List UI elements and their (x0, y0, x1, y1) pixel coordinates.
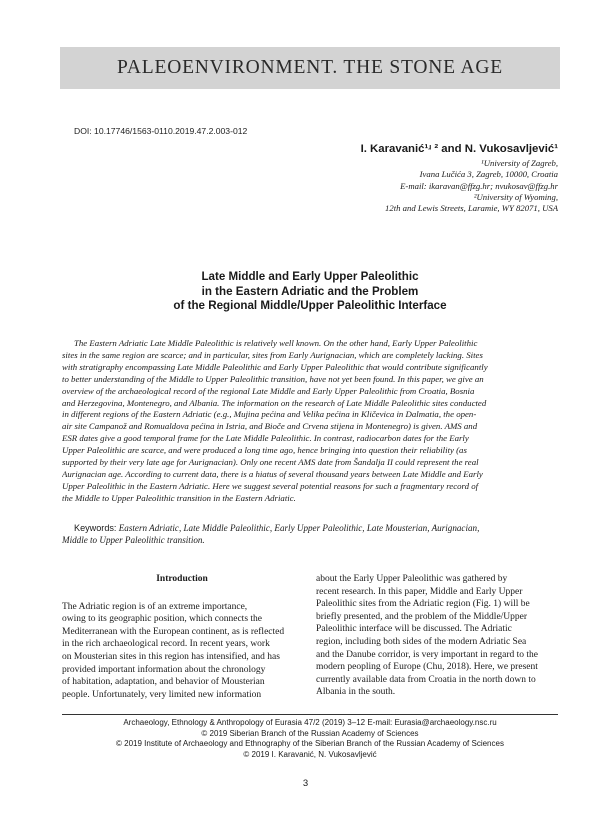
body-line: on Mousterian sites in this region has intensified, and has (62, 651, 280, 662)
keywords-line (62, 522, 558, 534)
title-line: in the Eastern Adriatic and the Problem (201, 284, 419, 298)
keywords-label: Keywords: (74, 523, 117, 533)
doi: DOI: 10.17746/1563-0110.2019.47.2.003-012 (74, 126, 248, 136)
article-title (60, 270, 560, 314)
footer-line: © 2019 I. Karavanić, N. Vukosavljević (243, 749, 377, 759)
body-line: Albania in the south. (316, 687, 396, 698)
intro-column-right (316, 573, 556, 699)
body-line: The Adriatic region is of an extreme importance, (62, 601, 248, 612)
affiliation-line: Ivana Lučića 3, Zagreb, 10000, Croatia (419, 169, 558, 180)
abstract-line: and Herzegovina, Montenegro, and Albania. The information on the research of Late Middle Paleolithic sites conducted (62, 397, 487, 408)
abstract-line: to better understanding of the Middle to Upper Paleolithic transition, have not yet been found. In this paper, we give an (62, 373, 484, 384)
affiliation-line: 12th and Lewis Streets, Laramie, WY 82071, USA (385, 203, 558, 214)
abstract-line: the Middle to Upper Paleolithic transition in the Eastern Adriatic. (62, 492, 296, 503)
body-line: people. Unfortunately, very limited new information (62, 689, 262, 700)
footer-line: © 2019 Siberian Branch of the Russian Academy of Sciences (201, 728, 419, 738)
title-line: of the Regional Middle/Upper Paleolithic Interface (173, 299, 447, 312)
intro-column-left (62, 573, 302, 701)
abstract-line: Aurignacian age. According to current data, there is a hiatus of several thousand years between Late Middle and Early (62, 468, 483, 479)
body-line: region, including both sides of the modern Adriatic Sea (316, 636, 527, 647)
footer-line: Archaeology, Ethnology & Anthropology of Eurasia 47/2 (2019) 3–12 E-mail: Eurasia@archaeology.nsc.ru (123, 718, 497, 727)
body-line: in the rich archaeological record. In recent years, work (62, 639, 270, 650)
body-line: modern peopling of Europe (Chu, 2018). Here, we present (316, 662, 538, 673)
affiliation-line: ²University of Wyoming, (473, 191, 558, 202)
keywords (62, 522, 558, 546)
body-line: recent research. In this paper, Middle and Early Upper (316, 586, 523, 597)
abstract-line: sites in the same region are scarce; and in particular, sites from Early Aurignacian, which are completely lacking. Sites (62, 349, 483, 360)
section-heading: Introduction (156, 574, 208, 584)
body-line: of habitation, adaptation, and behavior of Mousterian (62, 677, 265, 688)
keywords-line: Middle to Upper Paleolithic transition. (62, 535, 205, 546)
abstract-line: air site Campanož and Romualdova pećina in Istria, and Bioče and Crvena stijena in Montenegro) is given. AMS and (62, 421, 478, 432)
abstract-line: ESR dates give a good temporal frame for the Late Middle Paleolithic. In contrast, radiocarbon dates for the Early (62, 433, 469, 444)
affiliation-line: E-mail: ikaravan@ffzg.hr; nvukosav@ffzg.hr (400, 180, 558, 191)
abstract (62, 338, 558, 505)
abstract-line: with stratigraphy encompassing Late Middle Paleolithic and Early Upper Paleolithic that would contribute significantly (62, 361, 488, 372)
section-title: PALEOENVIRONMENT. THE STONE AGE (117, 57, 503, 78)
footer (62, 718, 558, 760)
authors: I. Karavanić¹ʴ ² and N. Vukosavljević¹ (360, 143, 558, 155)
abstract-line: supported by their very late age for Aurignacian). Only one recent AMS date from Šandalja II could represent the real (62, 457, 479, 468)
abstract-line: The Eastern Adriatic Late Middle Paleolithic is relatively well known. On the other hand, Early Upper Paleolithic (74, 338, 478, 348)
body-line: provided important information about the chronology (62, 664, 266, 675)
title-line: Late Middle and Early Upper Paleolithic (201, 270, 419, 283)
body-line: Paleolithic interface will be discussed. The Adriatic (316, 624, 512, 635)
footer-line: © 2019 Institute of Archaeology and Ethnography of the Siberian Branch of the Russian Academy of Sciences (116, 739, 504, 749)
footer-divider (62, 714, 558, 715)
body-line: owing to its geographic position, which connects the (62, 614, 262, 625)
section-banner (60, 47, 560, 89)
body-line: about the Early Upper Paleolithic was gathered by (316, 574, 508, 584)
body-line: Mediterranean with the European continent, as is reflected (62, 626, 285, 637)
abstract-line: overview of the archaeological record of the regional Late Middle and Early Upper Paleolithic from Croatia, Bosnia (62, 385, 475, 396)
body-line: and the Danube corridor, is very important in regard to the (316, 649, 539, 660)
affiliation-line: ¹University of Zagreb, (481, 158, 558, 168)
abstract-line: Upper Paleolithic are scarce, and were produced a long time ago, hence bringing into question their reliability (as (62, 445, 467, 456)
page-number: 3 (302, 778, 309, 789)
body-line: currently available data from Croatia in the north down to (316, 674, 536, 685)
abstract-line: Upper Paleolithic in the Eastern Adriatic. Here we suggest several potential reasons for such a fragmentary record of (62, 480, 479, 491)
abstract-line: in different regions of the Eastern Adriatic (e.g., Mujina pećina and Velika pećina in Kličevica in Dalmatia, the open- (62, 409, 477, 420)
body-line: Paleolithic sites from the Adriatic region (Fig. 1) will be (316, 599, 530, 610)
keywords-text: Eastern Adriatic, Late Middle Paleolithic, Early Upper Paleolithic, Late Mousterian, Aurignacian, (118, 523, 480, 533)
body-line: briefly presented, and the problem of the Middle/Upper (316, 611, 528, 622)
affiliations (385, 158, 558, 214)
